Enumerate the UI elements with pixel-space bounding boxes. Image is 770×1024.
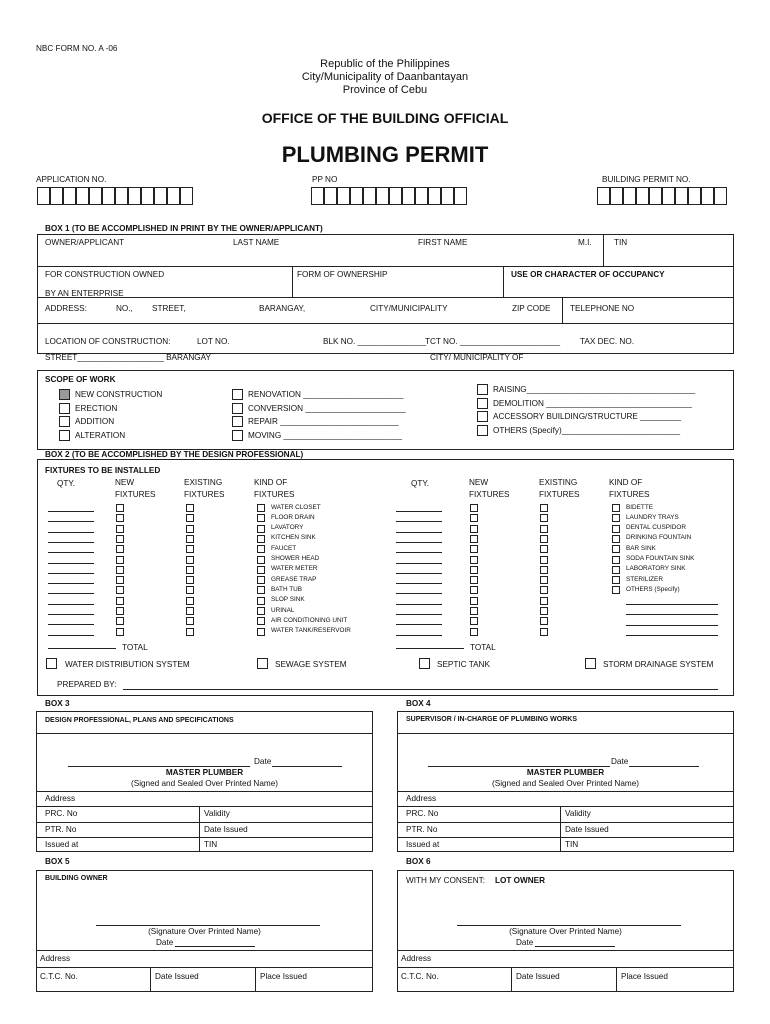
fixture-qty-line[interactable] xyxy=(48,593,94,594)
box6-consent-label: WITH MY CONSENT: xyxy=(406,876,485,885)
box4-heading: SUPERVISOR / IN-CHARGE OF PLUMBING WORKS xyxy=(406,716,577,723)
fixture-qty-line[interactable] xyxy=(396,635,442,636)
box6-signature-label: (Signature Over Printed Name) xyxy=(509,927,622,936)
kind-header-right: KIND OF xyxy=(609,478,643,487)
scope-item-checkbox[interactable] xyxy=(59,389,70,400)
box5-signature-label: (Signature Over Printed Name) xyxy=(148,927,261,936)
box4-tin-label: TIN xyxy=(565,840,579,849)
fixture-existing-checkbox[interactable] xyxy=(186,525,194,533)
fixture-kind-label: WATER TANK/RESERVOIR xyxy=(271,627,351,635)
fixture-existing-checkbox[interactable] xyxy=(186,607,194,615)
fixture-qty-line[interactable] xyxy=(48,521,94,522)
fixture-kind-checkbox[interactable] xyxy=(257,566,265,574)
fixture-qty-line[interactable] xyxy=(48,511,94,512)
others-specify-line[interactable] xyxy=(626,604,718,605)
fixture-new-checkbox[interactable] xyxy=(470,556,478,564)
existing-fixtures-header-right: FIXTURES xyxy=(539,490,580,499)
new-fixtures-header-right: FIXTURES xyxy=(469,490,510,499)
fixture-new-checkbox[interactable] xyxy=(116,566,124,574)
fixture-kind-label: SLOP SINK xyxy=(271,596,305,604)
box4-validity-label: Validity xyxy=(565,809,591,818)
water-distribution-checkbox[interactable] xyxy=(46,658,57,669)
by-enterprise-label: BY AN ENTERPRISE xyxy=(45,289,124,298)
application-no-cell[interactable] xyxy=(128,187,141,205)
fixture-new-checkbox[interactable] xyxy=(116,545,124,553)
box4-date-line[interactable] xyxy=(629,766,699,767)
fixture-existing-checkbox[interactable] xyxy=(186,586,194,594)
address-label: ADDRESS: xyxy=(45,304,87,313)
fixture-existing-checkbox[interactable] xyxy=(186,514,194,522)
building-permit-no-cell[interactable] xyxy=(636,187,649,205)
box4-date-issued-label: Date Issued xyxy=(565,825,609,834)
fixture-kind-checkbox[interactable] xyxy=(612,576,620,584)
fixture-kind-label: LABORATORY SINK xyxy=(626,565,686,573)
box3-ptr-label: PTR. No xyxy=(45,825,77,834)
fixture-qty-line[interactable] xyxy=(48,563,94,564)
scope-item-checkbox[interactable] xyxy=(477,425,488,436)
water-distribution-label: WATER DISTRIBUTION SYSTEM xyxy=(65,660,190,669)
building-permit-no-cell[interactable] xyxy=(649,187,662,205)
pp-no-cell[interactable] xyxy=(311,187,324,205)
form-number: NBC FORM NO. A -06 xyxy=(36,44,118,53)
fixture-qty-line[interactable] xyxy=(396,593,442,594)
building-permit-no-cell[interactable] xyxy=(623,187,636,205)
fixture-existing-checkbox[interactable] xyxy=(186,535,194,543)
fixture-qty-line[interactable] xyxy=(396,521,442,522)
box4-signed: (Signed and Sealed Over Printed Name) xyxy=(492,779,639,788)
application-no-cell[interactable] xyxy=(63,187,76,205)
application-no-cell[interactable] xyxy=(115,187,128,205)
fixture-kind-label: GREASE TRAP xyxy=(271,575,317,583)
box3-date-line[interactable] xyxy=(272,766,342,767)
fixture-kind-label: BIDETTE xyxy=(626,503,653,511)
scope-item-checkbox[interactable] xyxy=(232,416,243,427)
fixture-new-checkbox[interactable] xyxy=(470,514,478,522)
sewage-system-checkbox[interactable] xyxy=(257,658,268,669)
fixture-kind-checkbox[interactable] xyxy=(612,545,620,553)
fixture-new-checkbox[interactable] xyxy=(470,545,478,553)
application-no-cell[interactable] xyxy=(180,187,193,205)
fixture-new-checkbox[interactable] xyxy=(116,628,124,636)
application-no-cell[interactable] xyxy=(141,187,154,205)
fixture-kind-label: WATER CLOSET xyxy=(271,503,321,511)
qty-header-right: QTY. xyxy=(411,479,430,488)
pp-no-cell[interactable] xyxy=(454,187,467,205)
fixture-kind-checkbox[interactable] xyxy=(612,514,620,522)
scope-item-label: DEMOLITION ________________________________ xyxy=(493,398,692,408)
fixture-kind-label: FAUCET xyxy=(271,544,297,552)
scope-item-label: ERECTION xyxy=(75,403,118,413)
fixture-new-checkbox[interactable] xyxy=(470,504,478,512)
fixture-qty-line[interactable] xyxy=(396,614,442,615)
fixture-new-checkbox[interactable] xyxy=(116,617,124,625)
fixture-kind-label: DENTAL CUSPIDOR xyxy=(626,524,687,532)
scope-item-label: RENOVATION ______________________ xyxy=(248,390,404,399)
fixture-existing-checkbox[interactable] xyxy=(186,597,194,605)
septic-tank-label: SEPTIC TANK xyxy=(437,660,490,669)
pp-no-cell[interactable] xyxy=(428,187,441,205)
fixture-existing-checkbox[interactable] xyxy=(186,576,194,584)
pp-no-cell[interactable] xyxy=(376,187,389,205)
fixture-new-checkbox[interactable] xyxy=(470,617,478,625)
application-no-cell[interactable] xyxy=(50,187,63,205)
fixture-kind-label: STERILIZER xyxy=(626,575,663,583)
fixture-new-checkbox[interactable] xyxy=(116,607,124,615)
box4-role: MASTER PLUMBER xyxy=(526,768,605,777)
application-no-cell[interactable] xyxy=(102,187,115,205)
scope-item-checkbox[interactable] xyxy=(59,416,70,427)
scope-item-checkbox[interactable] xyxy=(232,389,243,400)
fixture-kind-label: LAVATORY xyxy=(271,524,304,532)
box4-prc-label: PRC. No xyxy=(406,809,439,818)
fixture-kind-label: OTHERS (Specify) xyxy=(626,585,680,593)
box6-date-label: Date xyxy=(516,938,534,947)
pp-no-cell[interactable] xyxy=(337,187,350,205)
address-street-label: STREET, xyxy=(152,304,186,313)
fixture-qty-line[interactable] xyxy=(396,542,442,543)
fixture-existing-checkbox[interactable] xyxy=(540,586,548,594)
storm-drainage-label: STORM DRAINAGE SYSTEM xyxy=(603,660,714,669)
address-no-label: NO., xyxy=(116,304,133,313)
box6-address-label: Address xyxy=(401,954,432,963)
existing-header-left: EXISTING xyxy=(184,478,223,487)
scope-item-checkbox[interactable] xyxy=(59,403,70,414)
box2-heading: BOX 2 (TO BE ACCOMPLISHED BY THE DESIGN PROFESSIONAL) xyxy=(45,450,304,459)
total-left: TOTAL xyxy=(122,643,148,652)
scope-item-label: NEW CONSTRUCTION xyxy=(75,390,163,399)
fixture-existing-checkbox[interactable] xyxy=(540,525,548,533)
fixture-qty-line[interactable] xyxy=(48,624,94,625)
box4-issued-at-label: Issued at xyxy=(406,840,440,849)
box6-lot-owner-label: LOT OWNER xyxy=(495,876,546,885)
box5-place-issued-label: Place Issued xyxy=(260,972,307,981)
fixture-existing-checkbox[interactable] xyxy=(186,566,194,574)
fixture-kind-checkbox[interactable] xyxy=(257,628,265,636)
application-no-cell[interactable] xyxy=(76,187,89,205)
scope-heading: SCOPE OF WORK xyxy=(45,375,116,384)
fixture-kind-checkbox[interactable] xyxy=(612,566,620,574)
fixture-kind-checkbox[interactable] xyxy=(257,607,265,615)
box3-address-label: Address xyxy=(45,794,76,803)
building-permit-no-label: BUILDING PERMIT NO. xyxy=(602,175,691,184)
fixture-existing-checkbox[interactable] xyxy=(540,617,548,625)
fixture-existing-checkbox[interactable] xyxy=(540,535,548,543)
owner-applicant-label: OWNER/APPLICANT xyxy=(45,238,125,247)
sewage-system-label: SEWAGE SYSTEM xyxy=(275,660,347,669)
fixture-kind-label: DRINKING FOUNTAIN xyxy=(626,534,692,542)
header-line-3: Province of Cebu xyxy=(342,84,428,96)
form-ownership-label: FORM OF OWNERSHIP xyxy=(297,270,388,279)
box4-label: BOX 4 xyxy=(406,699,431,708)
fixture-existing-checkbox[interactable] xyxy=(540,545,548,553)
fixture-new-checkbox[interactable] xyxy=(470,597,478,605)
fixture-kind-checkbox[interactable] xyxy=(612,556,620,564)
kind-fixtures-header-left: FIXTURES xyxy=(254,490,295,499)
fixture-kind-checkbox[interactable] xyxy=(257,545,265,553)
prepared-by-line[interactable] xyxy=(123,689,718,690)
box3-date-label: Date xyxy=(254,757,272,766)
box3-validity-label: Validity xyxy=(204,809,230,818)
fixture-existing-checkbox[interactable] xyxy=(186,628,194,636)
existing-fixtures-header-left: FIXTURES xyxy=(184,490,225,499)
scope-item-checkbox[interactable] xyxy=(477,398,488,409)
fixture-existing-checkbox[interactable] xyxy=(540,514,548,522)
box6-date-line[interactable] xyxy=(535,946,615,947)
fixture-kind-checkbox[interactable] xyxy=(612,525,620,533)
box3-signed: (Signed and Sealed Over Printed Name) xyxy=(131,779,278,788)
fixture-new-checkbox[interactable] xyxy=(116,525,124,533)
fixture-kind-label: BATH TUB xyxy=(271,585,303,593)
page-title: PLUMBING PERMIT xyxy=(281,142,489,167)
lot-no-label: LOT NO. xyxy=(197,337,230,346)
fixture-kind-label: URINAL xyxy=(271,606,295,614)
fixture-kind-checkbox[interactable] xyxy=(257,617,265,625)
others-specify-line[interactable] xyxy=(626,614,718,615)
box5-heading: BUILDING OWNER xyxy=(45,875,108,882)
scope-item-checkbox[interactable] xyxy=(232,403,243,414)
fixture-kind-label: KITCHEN SINK xyxy=(271,534,316,542)
fixture-qty-line[interactable] xyxy=(48,552,94,553)
septic-tank-checkbox[interactable] xyxy=(419,658,430,669)
fixture-kind-label: LAUNDRY TRAYS xyxy=(626,513,679,521)
fixture-new-checkbox[interactable] xyxy=(116,514,124,522)
fixture-new-checkbox[interactable] xyxy=(470,586,478,594)
fixture-kind-label: AIR CONDITIONING UNIT xyxy=(271,616,348,624)
mi-label: M.I. xyxy=(578,238,592,247)
box4-address-label: Address xyxy=(406,794,437,803)
fixture-existing-checkbox[interactable] xyxy=(540,576,548,584)
fixture-existing-checkbox[interactable] xyxy=(540,556,548,564)
box3-label: BOX 3 xyxy=(45,699,70,708)
others-specify-line[interactable] xyxy=(626,635,718,636)
box4-ptr-label: PTR. No xyxy=(406,825,438,834)
street-barangay-label: STREET___________________ BARANGAY xyxy=(45,353,211,362)
fixture-kind-label: BAR SINK xyxy=(626,544,656,552)
fixture-kind-checkbox[interactable] xyxy=(257,514,265,522)
box5-signature-line[interactable] xyxy=(96,925,320,926)
header-line-1: Republic of the Philippines xyxy=(320,58,450,70)
fixture-existing-checkbox[interactable] xyxy=(186,617,194,625)
blk-no-label: BLK NO. _______________ xyxy=(323,337,426,346)
building-permit-no-cell[interactable] xyxy=(597,187,610,205)
building-permit-no-cell[interactable] xyxy=(714,187,727,205)
fixture-qty-line[interactable] xyxy=(48,635,94,636)
tax-dec-label: TAX DEC. NO. xyxy=(580,337,634,346)
pp-no-cell[interactable] xyxy=(441,187,454,205)
scope-item-label: ADDITION xyxy=(75,417,115,426)
application-no-cell[interactable] xyxy=(154,187,167,205)
first-name-label: FIRST NAME xyxy=(418,238,468,247)
fixture-qty-line[interactable] xyxy=(396,573,442,574)
pp-no-cell[interactable] xyxy=(324,187,337,205)
box6-label: BOX 6 xyxy=(406,857,431,866)
box5-date-issued-label: Date Issued xyxy=(155,972,199,981)
application-no-cell[interactable] xyxy=(167,187,180,205)
prepared-by-label: PREPARED BY: xyxy=(57,680,117,689)
fixture-qty-line[interactable] xyxy=(396,604,442,605)
fixture-qty-line[interactable] xyxy=(48,614,94,615)
fixture-kind-label: SHOWER HEAD xyxy=(271,555,320,562)
fixture-kind-checkbox[interactable] xyxy=(612,586,620,594)
fixture-qty-line[interactable] xyxy=(48,583,94,584)
box3-signature-line[interactable] xyxy=(68,766,250,767)
box5-ctc-label: C.T.C. No. xyxy=(40,972,78,981)
fixture-qty-line[interactable] xyxy=(396,583,442,584)
box5-address-label: Address xyxy=(40,954,71,963)
fixture-qty-line[interactable] xyxy=(396,563,442,564)
fixture-new-checkbox[interactable] xyxy=(470,576,478,584)
existing-header-right: EXISTING xyxy=(539,478,578,487)
fixture-new-checkbox[interactable] xyxy=(470,628,478,636)
header-line-2: City/Municipality of Daanbantayan xyxy=(301,71,469,83)
location-label: LOCATION OF CONSTRUCTION: xyxy=(45,337,171,346)
box4-signature-line[interactable] xyxy=(428,766,610,767)
fixture-new-checkbox[interactable] xyxy=(116,504,124,512)
fixture-existing-checkbox[interactable] xyxy=(186,504,194,512)
box5-label: BOX 5 xyxy=(45,857,70,866)
pp-no-cell[interactable] xyxy=(415,187,428,205)
others-specify-line[interactable] xyxy=(626,625,718,626)
fixture-kind-label: FLOOR DRAIN xyxy=(271,513,315,521)
qty-header-left: QTY. xyxy=(57,479,76,488)
box5-date-line[interactable] xyxy=(175,946,255,947)
new-header-right: NEW xyxy=(469,478,489,487)
box6-ctc-label: C.T.C. No. xyxy=(401,972,439,981)
fixture-qty-line[interactable] xyxy=(396,511,442,512)
new-fixtures-header-left: FIXTURES xyxy=(115,490,156,499)
application-no-cell[interactable] xyxy=(37,187,50,205)
fixture-kind-checkbox[interactable] xyxy=(612,504,620,512)
fixture-new-checkbox[interactable] xyxy=(116,586,124,594)
fixture-kind-label: WATER METER xyxy=(271,565,318,573)
box1-heading: BOX 1 (TO BE ACCOMPLISHED IN PRINT BY THE OWNER/APPLICANT) xyxy=(45,224,323,233)
pp-no-cell[interactable] xyxy=(350,187,363,205)
fixture-new-checkbox[interactable] xyxy=(470,525,478,533)
building-permit-no-cell[interactable] xyxy=(688,187,701,205)
fixture-qty-line[interactable] xyxy=(396,552,442,553)
box6-date-issued-label: Date Issued xyxy=(516,972,560,981)
scope-item-label: REPAIR __________________________ xyxy=(248,417,399,426)
scope-item-label: ACCESSORY BUILDING/STRUCTURE _________ xyxy=(493,412,682,421)
address-city-label: CITY/MUNICIPALITY xyxy=(370,304,448,313)
zip-code-label: ZIP CODE xyxy=(512,304,551,313)
scope-item-label: CONVERSION ______________________ xyxy=(248,403,406,413)
tct-no-label: TCT NO. ______________________ xyxy=(425,337,561,346)
fixture-new-checkbox[interactable] xyxy=(116,535,124,543)
fixture-existing-checkbox[interactable] xyxy=(540,566,548,574)
use-character-label: USE OR CHARACTER OF OCCUPANCY xyxy=(511,270,665,279)
fixture-kind-checkbox[interactable] xyxy=(257,576,265,584)
scope-item-checkbox[interactable] xyxy=(59,430,70,441)
scope-item-label: RAISING_____________________________________ xyxy=(493,385,696,394)
scope-item-label: ALTERATION xyxy=(75,430,126,440)
fixture-existing-checkbox[interactable] xyxy=(540,504,548,512)
fixture-kind-checkbox[interactable] xyxy=(257,597,265,605)
fixture-qty-line[interactable] xyxy=(48,532,94,533)
box4-date-label: Date xyxy=(611,757,629,766)
building-permit-no-cell[interactable] xyxy=(610,187,623,205)
scope-item-label: MOVING __________________________ xyxy=(248,430,402,440)
scope-item-checkbox[interactable] xyxy=(477,411,488,422)
address-barangay-label: BARANGAY, xyxy=(259,304,306,313)
application-no-label: APPLICATION NO. xyxy=(36,175,107,184)
pp-no-cell[interactable] xyxy=(363,187,376,205)
kind-fixtures-header-right: FIXTURES xyxy=(609,490,650,499)
fixture-qty-line[interactable] xyxy=(48,573,94,574)
fixture-kind-checkbox[interactable] xyxy=(257,504,265,512)
fixture-existing-checkbox[interactable] xyxy=(186,556,194,564)
owner-name-field[interactable] xyxy=(38,248,603,265)
new-header-left: NEW xyxy=(115,478,135,487)
scope-item-label: OTHERS (Specify)__________________________ xyxy=(493,425,681,435)
fixture-new-checkbox[interactable] xyxy=(470,607,478,615)
telephone-label: TELEPHONE NO xyxy=(570,304,635,313)
fixture-kind-checkbox[interactable] xyxy=(257,586,265,594)
fixture-kind-checkbox[interactable] xyxy=(612,535,620,543)
fixture-kind-checkbox[interactable] xyxy=(257,525,265,533)
box3-issued-at-label: Issued at xyxy=(45,840,79,849)
box6-place-issued-label: Place Issued xyxy=(621,972,668,981)
fixture-new-checkbox[interactable] xyxy=(116,597,124,605)
box3-prc-label: PRC. No xyxy=(45,809,78,818)
pp-no-cell[interactable] xyxy=(402,187,415,205)
fixtures-heading: FIXTURES TO BE INSTALLED xyxy=(45,466,161,475)
box3-heading: DESIGN PROFESSIONAL, PLANS AND SPECIFICATIONS xyxy=(45,717,234,724)
box3-date-issued-label: Date Issued xyxy=(204,825,248,834)
fixture-new-checkbox[interactable] xyxy=(116,556,124,564)
building-permit-no-cell[interactable] xyxy=(675,187,688,205)
tin-label: TIN xyxy=(614,238,628,247)
storm-drainage-checkbox[interactable] xyxy=(585,658,596,669)
fixture-existing-checkbox[interactable] xyxy=(540,597,548,605)
box3-tin-label: TIN xyxy=(204,840,218,849)
fixture-qty-line[interactable] xyxy=(48,542,94,543)
fixture-existing-checkbox[interactable] xyxy=(540,628,548,636)
scope-item-checkbox[interactable] xyxy=(232,430,243,441)
fixture-qty-line[interactable] xyxy=(48,604,94,605)
fixture-existing-checkbox[interactable] xyxy=(186,545,194,553)
office-title: OFFICE OF THE BUILDING OFFICIAL xyxy=(261,110,509,126)
pp-no-cell[interactable] xyxy=(389,187,402,205)
pp-no-label: PP NO xyxy=(312,175,338,184)
fixture-new-checkbox[interactable] xyxy=(470,566,478,574)
fixture-kind-checkbox[interactable] xyxy=(257,535,265,543)
box3-role: MASTER PLUMBER xyxy=(165,768,244,777)
fixture-new-checkbox[interactable] xyxy=(116,576,124,584)
fixture-kind-checkbox[interactable] xyxy=(257,556,265,564)
last-name-label: LAST NAME xyxy=(233,238,280,247)
city-of-label: CITY/ MUNICIPALITY OF xyxy=(430,353,524,362)
total-right: TOTAL xyxy=(470,643,496,652)
application-no-cell[interactable] xyxy=(89,187,102,205)
fixture-new-checkbox[interactable] xyxy=(470,535,478,543)
fixture-existing-checkbox[interactable] xyxy=(540,607,548,615)
building-permit-no-cell[interactable] xyxy=(701,187,714,205)
building-permit-no-cell[interactable] xyxy=(662,187,675,205)
construction-owned-label: FOR CONSTRUCTION OWNED xyxy=(45,270,165,279)
fixture-kind-label: SODA FOUNTAIN SINK xyxy=(626,555,695,562)
fixture-qty-line[interactable] xyxy=(396,624,442,625)
box6-signature-line[interactable] xyxy=(457,925,681,926)
fixture-qty-line[interactable] xyxy=(396,532,442,533)
box5-date-label: Date xyxy=(156,938,174,947)
kind-header-left: KIND OF xyxy=(254,478,288,487)
scope-item-checkbox[interactable] xyxy=(477,384,488,395)
